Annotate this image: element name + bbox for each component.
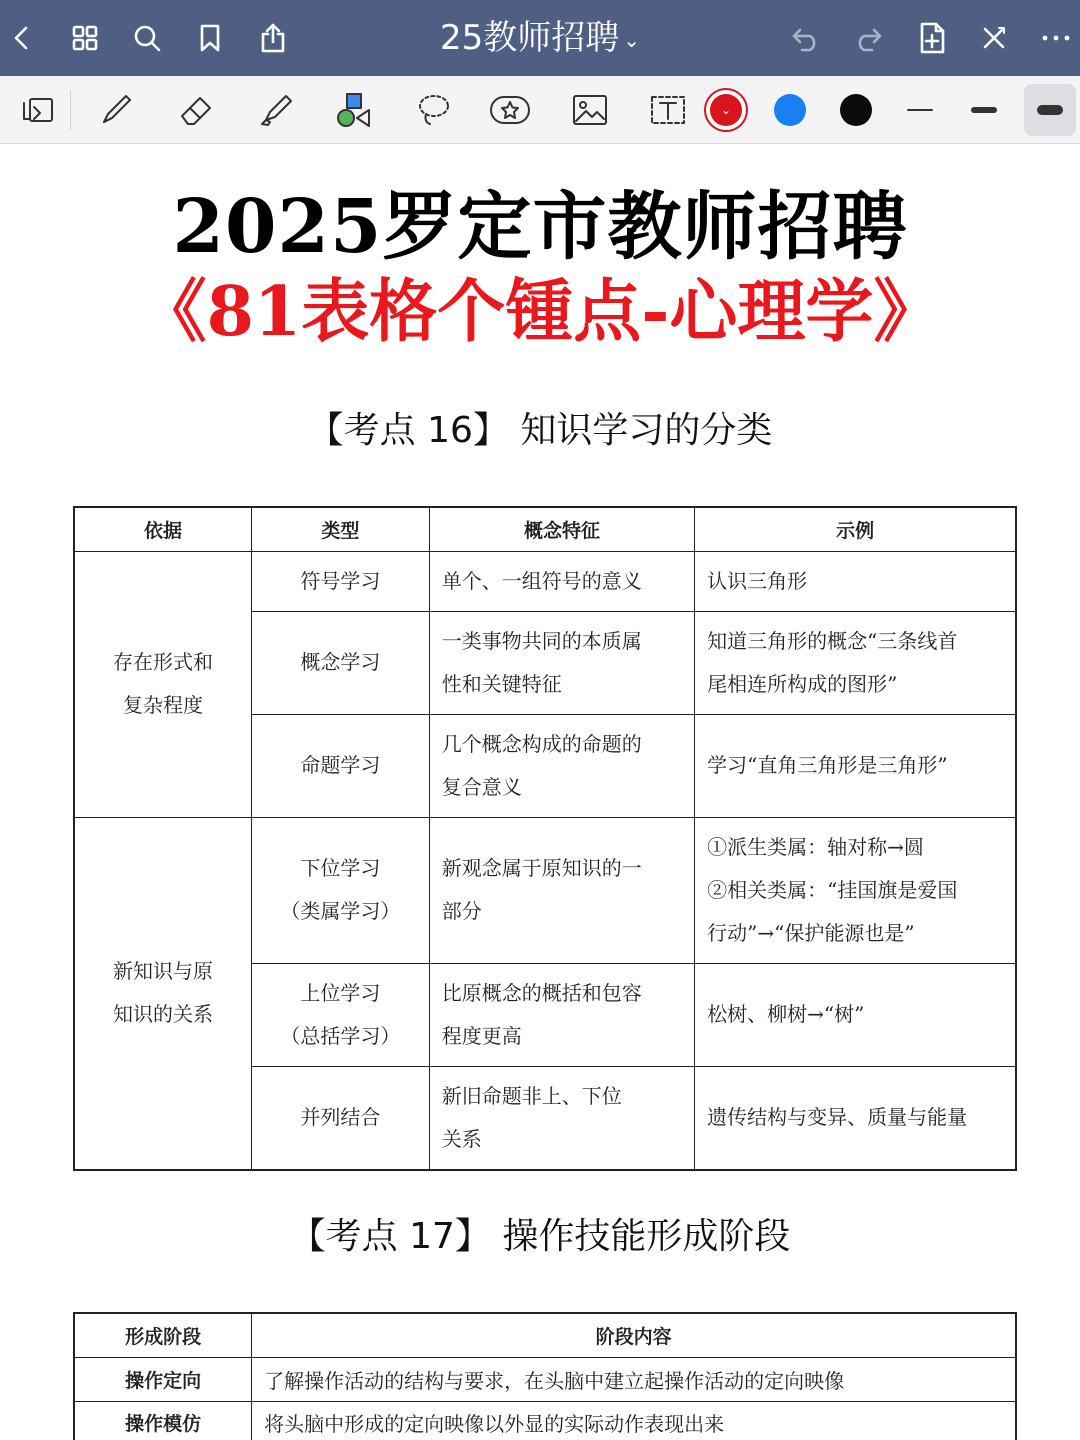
feature-cell — [429, 1066, 694, 1170]
color-blue-swatch[interactable] — [766, 86, 814, 134]
knowledge-learning-table — [73, 506, 1017, 1171]
example-cell — [695, 1066, 1016, 1170]
section-heading-16: 【考点 16】 知识学习的分类 — [307, 410, 773, 451]
table-header: 示例 — [695, 507, 1016, 551]
type-cell — [252, 1066, 430, 1170]
stage-cell: 操作模仿 — [74, 1401, 252, 1440]
page-layout-icon[interactable] — [14, 86, 62, 134]
cell-line: 存在形式和 — [113, 650, 214, 674]
feature-cell — [429, 714, 694, 817]
example-cell — [695, 963, 1016, 1066]
table-row — [74, 1357, 1016, 1401]
stroke-thick-line — [1037, 105, 1063, 115]
cell-line: 认识三角形 — [707, 568, 808, 593]
cell-line: 单个、一组符号的意义 — [441, 568, 642, 593]
stroke-thin-line — [907, 109, 933, 111]
toolbar-divider — [70, 90, 71, 130]
cell-line: 几个概念构成的命题的 — [441, 731, 642, 756]
color-red-dot — [704, 88, 748, 132]
section-heading-17: 【考点 17】 操作技能形成阶段 — [289, 1216, 791, 1257]
cell-line: 下位学习 — [300, 856, 381, 880]
feature-cell — [429, 963, 694, 1066]
stroke-medium-line — [971, 107, 997, 113]
example-cell — [695, 551, 1016, 611]
stroke-thick-option[interactable] — [1024, 84, 1076, 136]
cell-line: （总括学习） — [280, 1023, 401, 1048]
grid-icon[interactable] — [65, 18, 105, 58]
table-header: 类型 — [252, 507, 430, 551]
add-page-icon[interactable] — [912, 18, 952, 58]
shapes-icon[interactable] — [330, 86, 378, 134]
document-title[interactable] — [340, 14, 740, 62]
table-row — [74, 817, 1016, 963]
stroke-medium-option[interactable] — [960, 86, 1008, 134]
cell-line: 新知识与原 — [113, 959, 214, 983]
cell-line: 松树、柳树→“树” — [707, 1002, 865, 1026]
table-header: 依据 — [74, 507, 252, 551]
cell-line: 遗传结构与变异、质量与能量 — [707, 1105, 968, 1129]
table-row — [74, 1401, 1016, 1440]
table-header-row — [74, 1313, 1016, 1357]
cell-line: 程度更高 — [441, 1023, 522, 1048]
document-title-text: 25教师招聘 — [439, 18, 620, 58]
basis-cell — [74, 817, 252, 1170]
app-top-bar — [0, 0, 1080, 76]
cell-line: 知道三角形的概念“三条线首 — [707, 628, 958, 653]
lasso-icon[interactable] — [410, 86, 458, 134]
sticker-icon[interactable] — [486, 86, 534, 134]
content-cell: 将头脑中形成的定向映像以外显的实际动作表现出来 — [252, 1401, 1016, 1440]
feature-cell — [429, 611, 694, 714]
example-cell — [695, 611, 1016, 714]
back-icon[interactable] — [2, 18, 42, 58]
skill-stages-table — [73, 1312, 1017, 1440]
cell-line: 一类事物共同的本质属 — [441, 628, 642, 653]
type-cell — [252, 611, 430, 714]
feature-cell — [429, 551, 694, 611]
chevron-down-icon: ⌄ — [710, 94, 742, 126]
eraser-icon[interactable] — [172, 86, 220, 134]
page-title: 2025罗定市教师招聘 — [172, 184, 908, 270]
content-cell: 了解操作活动的结构与要求，在头脑中建立起操作活动的定向映像 — [252, 1357, 1016, 1401]
cell-line: 并列结合 — [300, 1105, 381, 1129]
cell-line: 上位学习 — [300, 980, 381, 1005]
stroke-thin-option[interactable] — [896, 86, 944, 134]
type-cell — [252, 714, 430, 817]
bookmark-icon[interactable] — [190, 18, 230, 58]
search-icon[interactable] — [127, 18, 167, 58]
chevron-down-icon: ⌄ — [623, 27, 641, 52]
basis-cell — [74, 551, 252, 817]
cell-line: 部分 — [441, 899, 482, 923]
undo-icon[interactable] — [786, 18, 826, 58]
color-black-swatch[interactable] — [832, 86, 880, 134]
redo-icon[interactable] — [848, 18, 888, 58]
table-header-row — [74, 507, 1016, 551]
text-box-icon[interactable] — [644, 86, 692, 134]
example-cell — [695, 817, 1016, 963]
cell-line: 尾相连所构成的图形” — [707, 671, 898, 696]
close-icon[interactable] — [974, 18, 1014, 58]
stage-cell: 操作定向 — [74, 1357, 252, 1401]
image-icon[interactable] — [566, 86, 614, 134]
cell-line: 复杂程度 — [123, 693, 204, 717]
color-blue-dot — [774, 94, 806, 126]
page-subtitle: 《81表格个锺点-心理学》 — [138, 272, 942, 352]
cell-line: ①派生类属：轴对称→圆 — [707, 834, 924, 859]
cell-line: 命题学习 — [300, 753, 381, 777]
share-icon[interactable] — [253, 18, 293, 58]
cell-line: 知识的关系 — [113, 1002, 214, 1026]
more-icon[interactable] — [1036, 18, 1076, 58]
cell-line: 性和关键特征 — [441, 671, 562, 696]
color-black-dot — [840, 94, 872, 126]
cell-line: 概念学习 — [300, 650, 381, 674]
cell-line: ②相关类属：“挂国旗是爱国 — [707, 877, 958, 902]
type-cell — [252, 551, 430, 611]
color-red-swatch[interactable] — [702, 86, 750, 134]
cell-line: 学习“直角三角形是三角形” — [707, 753, 948, 777]
cell-line: 复合意义 — [441, 774, 522, 799]
type-cell — [252, 963, 430, 1066]
cell-line: 行动”→“保护能源也是” — [707, 920, 915, 945]
feature-cell — [429, 817, 694, 963]
table-row — [74, 551, 1016, 611]
cell-line: 关系 — [441, 1126, 482, 1151]
cell-line: （类属学习） — [280, 899, 401, 923]
table-header: 形成阶段 — [74, 1313, 252, 1357]
table-header: 阶段内容 — [252, 1313, 1016, 1357]
pen-icon[interactable] — [92, 86, 140, 134]
cell-line: 比原概念的概括和包容 — [441, 980, 642, 1005]
type-cell — [252, 817, 430, 963]
cell-line: 新观念属于原知识的一 — [441, 856, 642, 880]
cell-line: 符号学习 — [300, 568, 381, 593]
table-header: 概念特征 — [429, 507, 694, 551]
cell-line: 新旧命题非上、下位 — [441, 1083, 622, 1108]
highlighter-icon[interactable] — [252, 86, 300, 134]
example-cell — [695, 714, 1016, 817]
annotation-toolbar — [0, 76, 1080, 144]
